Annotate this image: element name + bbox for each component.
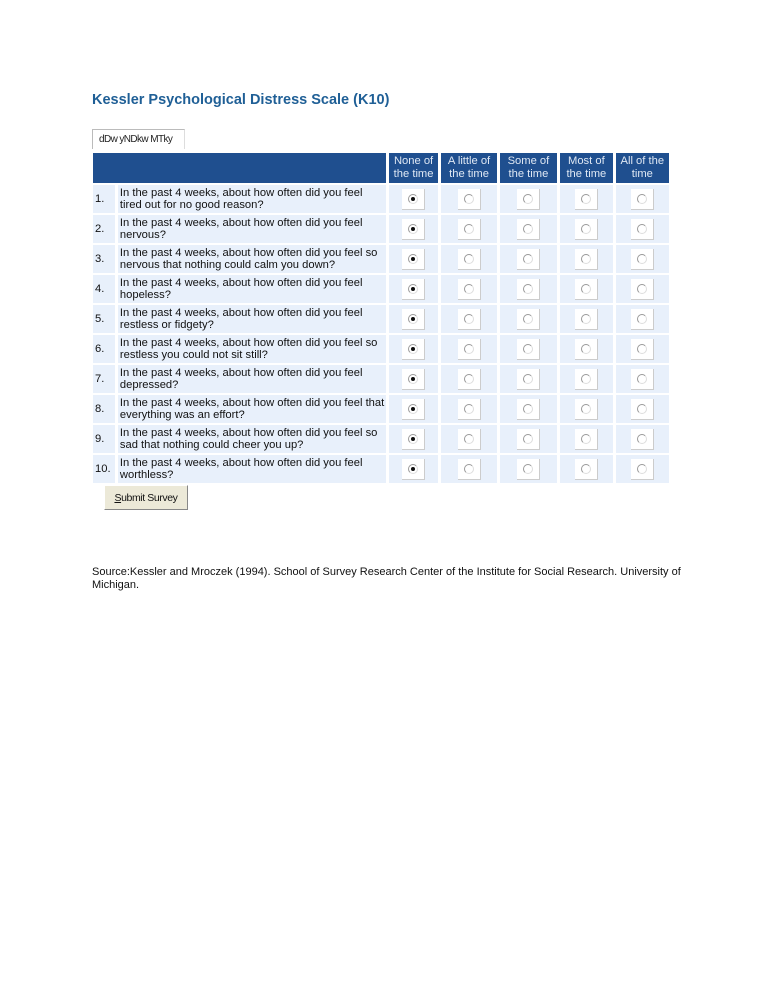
option-cell bbox=[560, 335, 612, 363]
option-cell bbox=[616, 215, 669, 243]
question-text: In the past 4 weeks, about how often did you feel tired out for no good reason? bbox=[118, 185, 386, 213]
option-cell bbox=[389, 365, 439, 393]
radio-button[interactable] bbox=[631, 369, 654, 390]
radio-button[interactable] bbox=[517, 339, 540, 360]
radio-button[interactable] bbox=[402, 219, 425, 240]
radio-button[interactable] bbox=[631, 429, 654, 450]
radio-button[interactable] bbox=[575, 459, 598, 480]
question-number: 5. bbox=[93, 305, 115, 333]
radio-button[interactable] bbox=[631, 399, 654, 420]
option-cell bbox=[560, 365, 612, 393]
question-number: 3. bbox=[93, 245, 115, 273]
radio-button[interactable] bbox=[517, 399, 540, 420]
question-row bbox=[93, 365, 669, 393]
question-text: In the past 4 weeks, about how often did you feel that everything was an effort? bbox=[119, 396, 385, 421]
radio-button[interactable] bbox=[458, 399, 481, 420]
option-cell bbox=[616, 245, 669, 273]
option-cell bbox=[560, 455, 612, 483]
option-cell bbox=[441, 245, 496, 273]
question-text: In the past 4 weeks, about how often did you feel so restless you could not sit still? bbox=[118, 335, 386, 363]
radio-button[interactable] bbox=[402, 339, 425, 360]
option-cell bbox=[560, 395, 612, 423]
radio-button[interactable] bbox=[517, 249, 540, 270]
option-cell bbox=[441, 455, 496, 483]
radio-button[interactable] bbox=[631, 219, 654, 240]
column-header bbox=[500, 153, 557, 183]
column-header-line: time bbox=[631, 168, 653, 180]
column-header-line: None of bbox=[393, 155, 434, 167]
question-row bbox=[93, 245, 669, 273]
option-cell bbox=[441, 365, 496, 393]
radio-button[interactable] bbox=[631, 249, 654, 270]
radio-button[interactable] bbox=[631, 339, 654, 360]
question-number: 7. bbox=[93, 365, 115, 393]
radio-button[interactable] bbox=[402, 399, 425, 420]
radio-button[interactable] bbox=[575, 219, 598, 240]
question-row bbox=[93, 335, 669, 363]
option-cell bbox=[560, 215, 612, 243]
question-text: In the past 4 weeks, about how often did you feel depressed? bbox=[118, 365, 386, 393]
radio-button[interactable] bbox=[402, 189, 425, 210]
question-text: In the past 4 weeks, about how often did you feel so sad that nothing could cheer you up? bbox=[118, 425, 386, 453]
column-header-line: Most of bbox=[568, 155, 605, 167]
radio-button[interactable] bbox=[575, 249, 598, 270]
option-cell bbox=[560, 305, 612, 333]
radio-button[interactable] bbox=[402, 459, 425, 480]
radio-button[interactable] bbox=[402, 309, 425, 330]
submit-accesskey: S bbox=[114, 491, 122, 504]
option-cell bbox=[500, 305, 557, 333]
option-cell bbox=[616, 305, 669, 333]
option-cell bbox=[441, 275, 496, 303]
option-cell bbox=[389, 425, 439, 453]
question-text: In the past 4 weeks, about how often did you feel so nervous that nothing could calm you down? bbox=[118, 245, 386, 273]
column-header-line: Some of bbox=[507, 155, 550, 167]
option-cell bbox=[500, 395, 557, 423]
radio-button[interactable] bbox=[575, 369, 598, 390]
question-number: 4. bbox=[93, 275, 115, 303]
radio-button[interactable] bbox=[458, 309, 481, 330]
radio-button[interactable] bbox=[517, 459, 540, 480]
submit-survey-button[interactable] bbox=[104, 485, 188, 510]
option-cell bbox=[500, 215, 557, 243]
option-cell bbox=[389, 305, 439, 333]
option-cell bbox=[441, 425, 496, 453]
column-header-line: All of the bbox=[620, 155, 665, 167]
option-cell bbox=[616, 365, 669, 393]
option-cell bbox=[616, 275, 669, 303]
radio-button[interactable] bbox=[631, 279, 654, 300]
radio-button[interactable] bbox=[517, 309, 540, 330]
form-tab[interactable]: dDw yNDkw MTky bbox=[92, 129, 185, 149]
header-blank bbox=[93, 153, 386, 183]
radio-button[interactable] bbox=[458, 279, 481, 300]
option-cell bbox=[500, 275, 557, 303]
option-cell bbox=[441, 335, 496, 363]
question-row bbox=[93, 275, 669, 303]
radio-button[interactable] bbox=[458, 339, 481, 360]
option-cell bbox=[500, 455, 557, 483]
survey-table bbox=[90, 151, 672, 485]
radio-button[interactable] bbox=[458, 429, 481, 450]
column-header-line: the time bbox=[508, 168, 549, 180]
option-cell bbox=[389, 275, 439, 303]
option-cell bbox=[389, 335, 439, 363]
radio-button[interactable] bbox=[631, 309, 654, 330]
question-row bbox=[93, 305, 669, 333]
option-cell bbox=[441, 305, 496, 333]
radio-button[interactable] bbox=[575, 309, 598, 330]
question-text: In the past 4 weeks, about how often did you feel hopeless? bbox=[118, 275, 386, 303]
option-cell bbox=[616, 395, 669, 423]
radio-button[interactable] bbox=[458, 189, 481, 210]
option-cell bbox=[389, 455, 439, 483]
radio-button[interactable] bbox=[575, 339, 598, 360]
page-title: Kessler Psychological Distress Scale (K10) bbox=[92, 92, 390, 108]
question-row bbox=[93, 425, 669, 453]
radio-button[interactable] bbox=[517, 429, 540, 450]
question-number: 1. bbox=[93, 185, 115, 213]
question-text: In the past 4 weeks, about how often did you feel nervous? bbox=[118, 215, 386, 243]
question-text: In the past 4 weeks, about how often did you feel restless or fidgety? bbox=[118, 305, 386, 333]
option-cell bbox=[500, 335, 557, 363]
option-cell bbox=[616, 455, 669, 483]
radio-button[interactable] bbox=[517, 369, 540, 390]
header-row bbox=[93, 153, 669, 183]
question-number: 10. bbox=[93, 455, 115, 483]
radio-button[interactable] bbox=[458, 369, 481, 390]
question-number: 6. bbox=[93, 335, 115, 363]
column-header bbox=[560, 153, 612, 183]
radio-button[interactable] bbox=[517, 279, 540, 300]
radio-button[interactable] bbox=[575, 279, 598, 300]
option-cell bbox=[560, 425, 612, 453]
radio-button[interactable] bbox=[517, 219, 540, 240]
radio-button[interactable] bbox=[458, 459, 481, 480]
column-header bbox=[389, 153, 439, 183]
option-cell bbox=[441, 215, 496, 243]
question-row bbox=[93, 215, 669, 243]
option-cell bbox=[560, 275, 612, 303]
option-cell bbox=[389, 395, 439, 423]
radio-button[interactable] bbox=[402, 249, 425, 270]
submit-label: ubmit Survey bbox=[121, 491, 178, 504]
option-cell bbox=[560, 185, 612, 213]
question-row bbox=[93, 395, 669, 423]
option-cell bbox=[560, 245, 612, 273]
radio-button[interactable] bbox=[631, 459, 654, 480]
option-cell bbox=[500, 245, 557, 273]
column-header-line: the time bbox=[393, 168, 434, 180]
column-header-line: the time bbox=[566, 168, 607, 180]
radio-button[interactable] bbox=[402, 429, 425, 450]
option-cell bbox=[441, 185, 496, 213]
option-cell bbox=[616, 335, 669, 363]
column-header-line: the time bbox=[449, 168, 489, 180]
question-number: 8. bbox=[93, 395, 115, 423]
column-header bbox=[441, 153, 496, 183]
radio-button[interactable] bbox=[575, 189, 598, 210]
question-row bbox=[93, 455, 669, 483]
option-cell bbox=[389, 215, 439, 243]
question-text: In the past 4 weeks, about how often did you feel worthless? bbox=[118, 455, 386, 483]
option-cell bbox=[616, 425, 669, 453]
radio-button[interactable] bbox=[458, 249, 481, 270]
column-header-line: A little of bbox=[447, 155, 491, 167]
question-row bbox=[93, 185, 669, 213]
source-citation: Source:Kessler and Mroczek (1994). School of Survey Research Center of the Institute for Social Research. University of Michigan. bbox=[92, 566, 681, 591]
option-cell bbox=[389, 245, 439, 273]
column-header bbox=[616, 153, 669, 183]
option-cell bbox=[500, 425, 557, 453]
option-cell bbox=[389, 185, 439, 213]
radio-button[interactable] bbox=[517, 189, 540, 210]
radio-button[interactable] bbox=[402, 369, 425, 390]
question-number: 2. bbox=[93, 215, 115, 243]
option-cell bbox=[441, 395, 496, 423]
option-cell bbox=[616, 185, 669, 213]
option-cell bbox=[500, 365, 557, 393]
radio-button[interactable] bbox=[402, 279, 425, 300]
radio-button[interactable] bbox=[575, 399, 598, 420]
radio-button[interactable] bbox=[458, 219, 481, 240]
radio-button[interactable] bbox=[575, 429, 598, 450]
question-number: 9. bbox=[93, 425, 115, 453]
radio-button[interactable] bbox=[631, 189, 654, 210]
option-cell bbox=[500, 185, 557, 213]
